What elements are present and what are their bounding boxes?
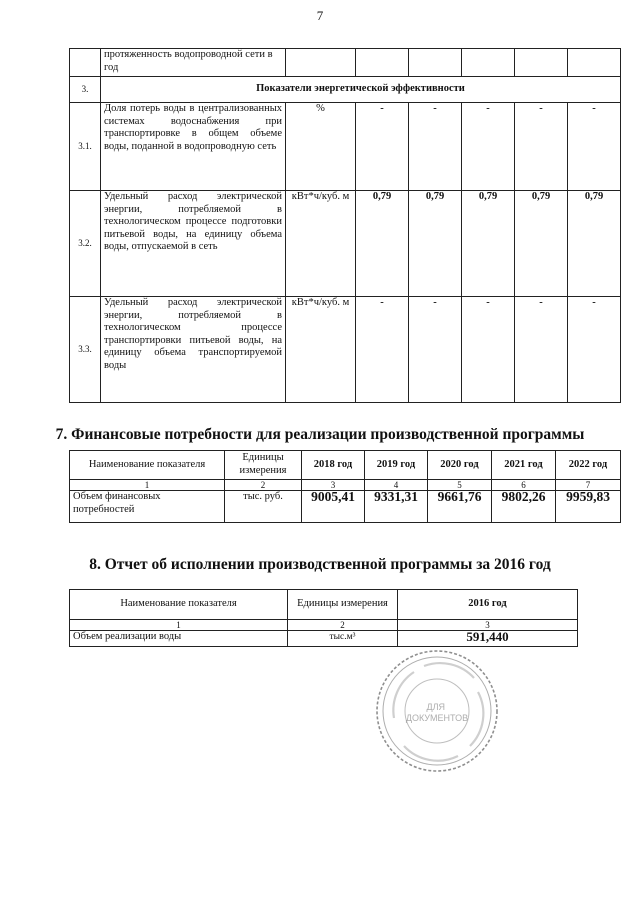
row-number: 3.1. <box>70 103 101 191</box>
value-2022: 9959,83 <box>556 491 621 523</box>
value-2019: - <box>409 297 462 403</box>
value-2022: - <box>568 297 621 403</box>
value-2018: 0,79 <box>356 191 409 297</box>
section-number: 3. <box>70 77 101 103</box>
index-cell: 5 <box>428 480 492 491</box>
index-cell: 3 <box>398 620 578 631</box>
table-header-row <box>70 590 578 620</box>
stamp-text: ДЛЯ ДОКУМЕНТОВ <box>405 702 469 723</box>
value-2020: 0,79 <box>462 191 515 297</box>
column-header-2019: 2019 год <box>365 451 428 480</box>
indicator-name: Объем финансовых потребностей <box>70 491 225 523</box>
program-report-table <box>69 589 578 647</box>
value-2018: 9005,41 <box>302 491 365 523</box>
index-cell: 2 <box>288 620 398 631</box>
table-row <box>70 191 621 297</box>
index-cell: 3 <box>302 480 365 491</box>
value-2019: - <box>409 103 462 191</box>
section-8-heading: 8. Отчет об исполнении производственной программы за 2016 год <box>89 556 551 573</box>
table-header-row <box>70 451 621 480</box>
value-2021: 9802,26 <box>492 491 556 523</box>
unit-cell: кВт*ч/куб. м <box>286 191 356 297</box>
table-row <box>70 491 621 523</box>
table-row-continuation <box>70 49 621 77</box>
indicator-name: протяженность водопроводной сети в год <box>101 49 286 77</box>
column-header-unit: Единицы измерения <box>288 590 398 620</box>
value-2018: - <box>356 297 409 403</box>
row-number-cell <box>70 49 101 77</box>
column-header-unit: Единицы измерения <box>225 451 302 480</box>
value-2021: 0,79 <box>515 191 568 297</box>
index-cell: 2 <box>225 480 302 491</box>
value-2022: - <box>568 103 621 191</box>
section-7-heading: 7. Финансовые потребности для реализации производственной программы <box>55 426 585 443</box>
index-cell: 4 <box>365 480 428 491</box>
index-cell: 7 <box>556 480 621 491</box>
index-cell: 1 <box>70 480 225 491</box>
unit-cell: кВт*ч/куб. м <box>286 297 356 403</box>
value-2021: - <box>515 297 568 403</box>
unit-cell: тыс. руб. <box>225 491 302 523</box>
row-number: 3.3. <box>70 297 101 403</box>
indicator-name: Доля потерь воды в централизованных системах водоснабжения при транспортировке в общем объеме воды, поданной в водопроводную сеть <box>101 103 286 191</box>
indicator-name: Удельный расход электрической энергии, потребляемой в технологическом процессе транспортировки питьевой воды, на единицу объема транспортируемой воды <box>101 297 286 403</box>
value-2019: 9331,31 <box>365 491 428 523</box>
page-number: 7 <box>316 8 324 23</box>
column-header-2020: 2020 год <box>428 451 492 480</box>
table-row <box>70 297 621 403</box>
row-number: 3.2. <box>70 191 101 297</box>
table-row <box>70 103 621 191</box>
column-header-2021: 2021 год <box>492 451 556 480</box>
value-2019: 0,79 <box>409 191 462 297</box>
unit-cell: тыс.м³ <box>288 631 398 647</box>
value-2021: - <box>515 103 568 191</box>
value-2022: 0,79 <box>568 191 621 297</box>
value-2020: 9661,76 <box>428 491 492 523</box>
round-seal-stamp <box>374 648 500 774</box>
energy-efficiency-table <box>69 48 621 403</box>
value-2016: 591,440 <box>398 631 578 647</box>
index-cell: 1 <box>70 620 288 631</box>
unit-cell: % <box>286 103 356 191</box>
table-row <box>70 631 578 647</box>
column-header-2018: 2018 год <box>302 451 365 480</box>
column-header-2016: 2016 год <box>398 590 578 620</box>
column-header-name: Наименование показателя <box>70 590 288 620</box>
column-header-2022: 2022 год <box>556 451 621 480</box>
value-2020: - <box>462 103 515 191</box>
indicator-name: Удельный расход электрической энергии, потребляемой в технологическом процессе подготовки питьевой воды, на единицу объема воды, отпускаемой в сеть <box>101 191 286 297</box>
financial-needs-table <box>69 450 621 523</box>
section-row <box>70 77 621 103</box>
indicator-name: Объем реализации воды <box>70 631 288 647</box>
column-header-name: Наименование показателя <box>70 451 225 480</box>
value-2020: - <box>462 297 515 403</box>
value-2018: - <box>356 103 409 191</box>
index-cell: 6 <box>492 480 556 491</box>
section-title: Показатели энергетической эффективности <box>101 77 621 103</box>
